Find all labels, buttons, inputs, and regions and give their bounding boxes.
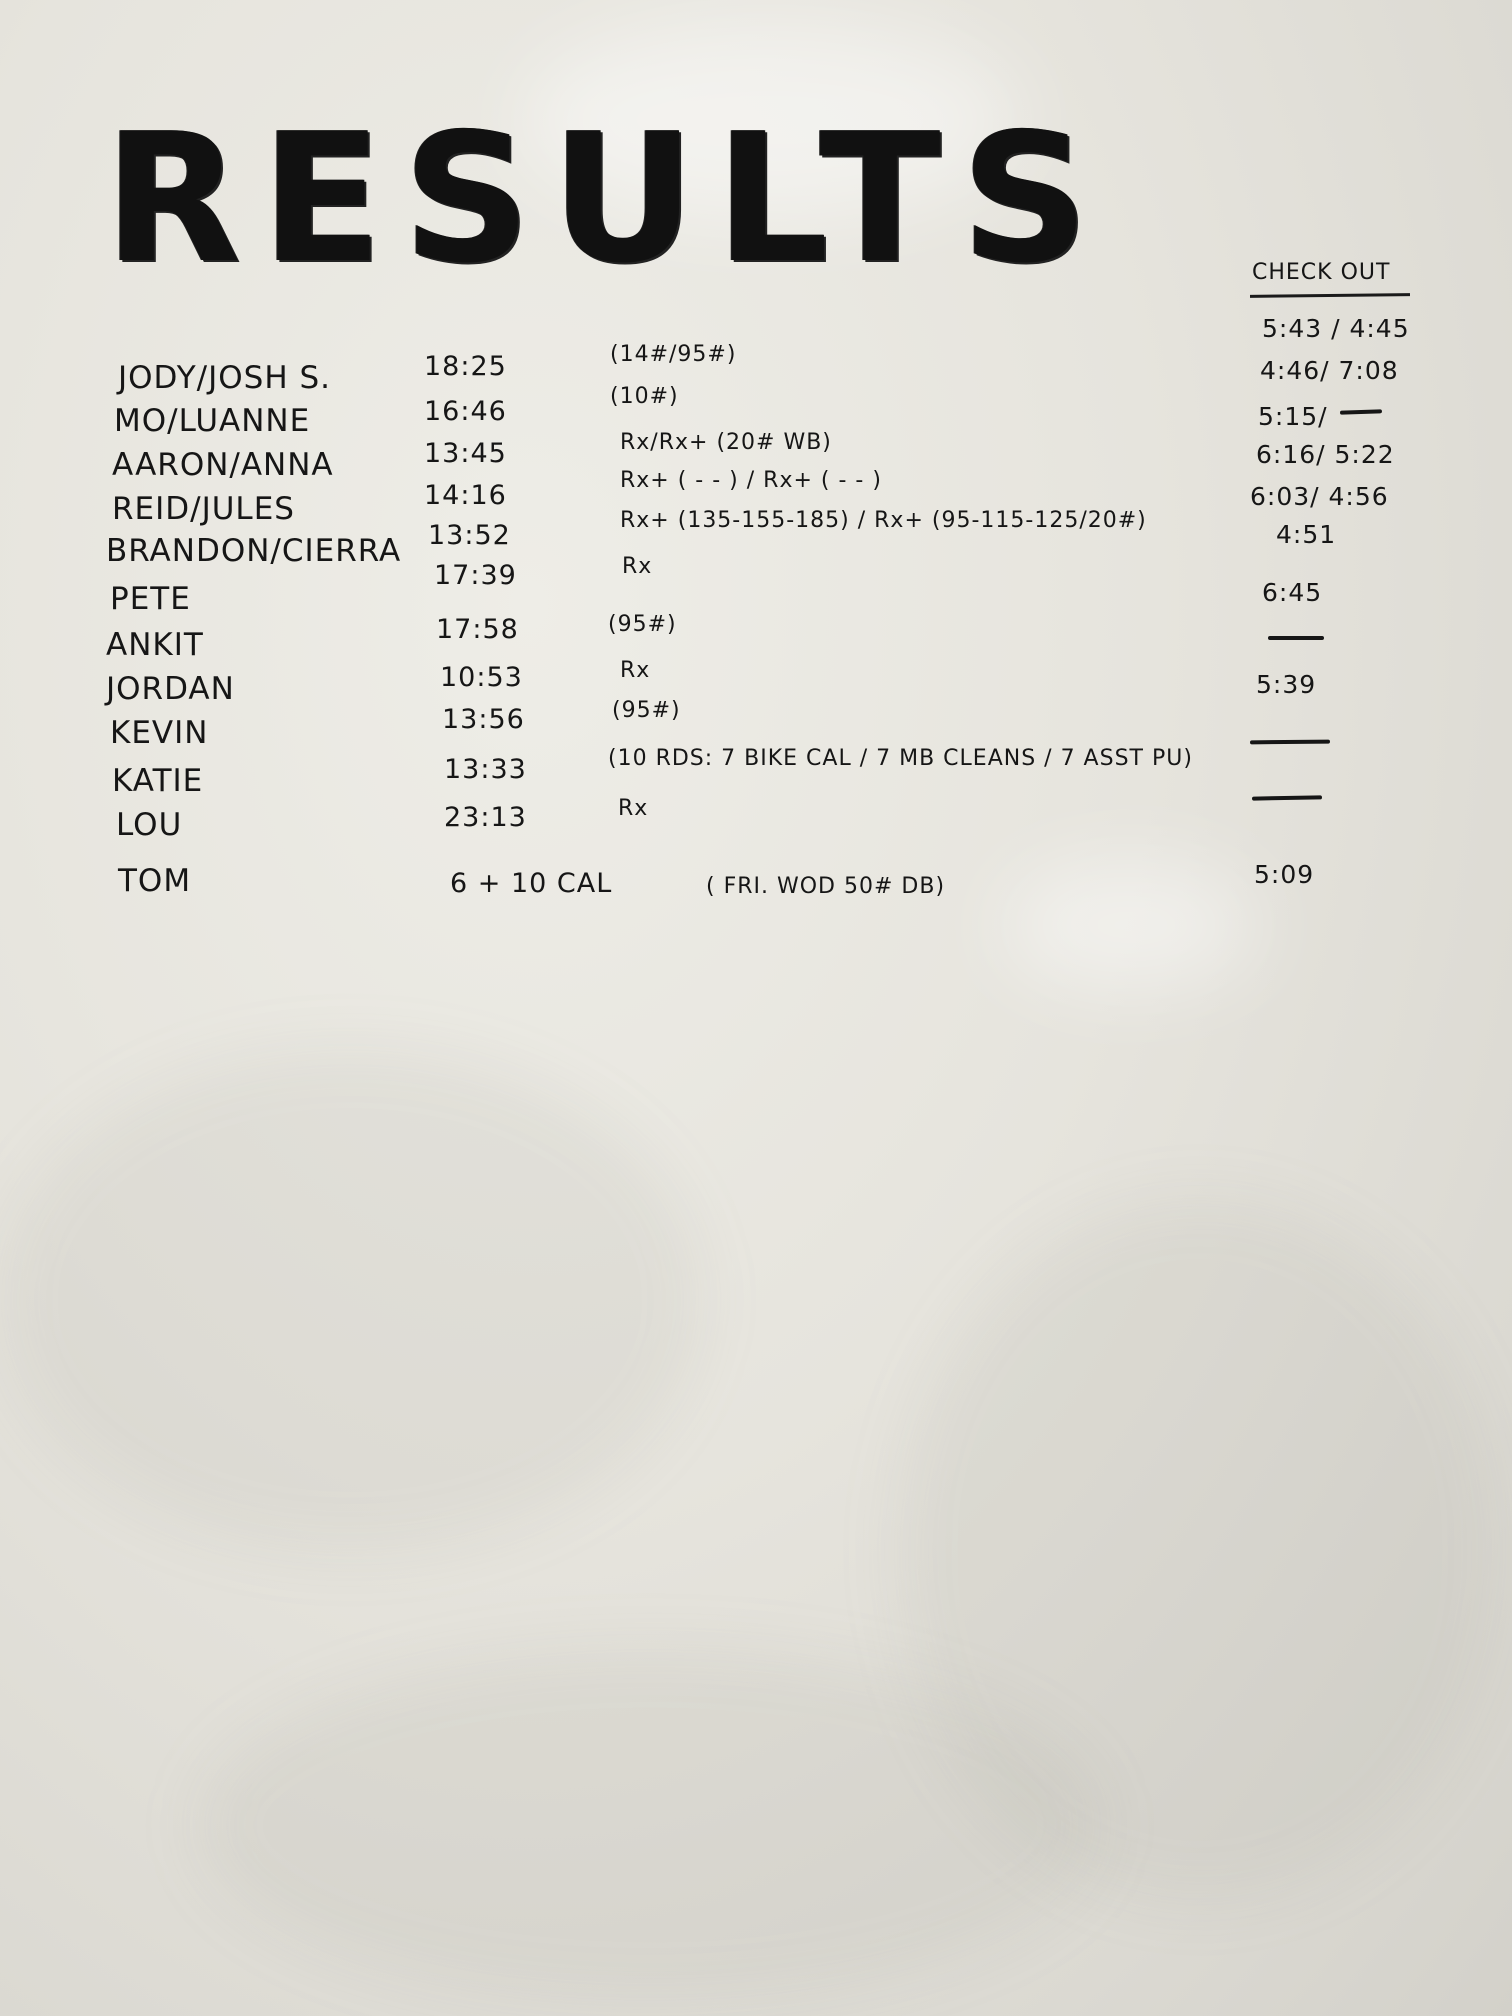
board-title: RESULTS [104,95,1109,302]
entry-checkout: 6:45 [1262,578,1323,607]
entry-time: 13:56 [442,704,525,735]
entry-note: Rx+ (135-155-185) / Rx+ (95-115-125/20#) [620,508,1147,533]
entry-time: 17:58 [436,614,519,645]
entry-name: KEVIN [110,715,209,751]
entry-note: (95#) [612,698,681,723]
entry-note: Rx [622,554,653,579]
entry-name: MO/LUANNE [114,403,311,439]
checkout-dash [1268,636,1324,640]
entry-name: REID/JULES [112,491,295,527]
entry-note: (10 RDS: 7 BIKE CAL / 7 MB CLEANS / 7 ASST PU) [608,746,1193,771]
entry-name: TOM [118,863,192,899]
checkout-dash [1252,795,1322,800]
entry-note: (10#) [610,384,679,409]
entry-name: AARON/ANNA [112,447,334,483]
entry-time: 14:16 [424,480,507,511]
checkout-dash [1250,740,1330,745]
entry-time: 16:46 [424,396,507,427]
entry-checkout: 4:46/ 7:08 [1260,356,1399,385]
entry-time: 18:25 [424,351,507,382]
entry-time: 23:13 [444,802,527,833]
entry-name: KATIE [112,763,204,799]
entry-time: 13:52 [428,520,511,551]
entry-note: Rx+ ( - - ) / Rx+ ( - - ) [620,468,882,493]
entry-name: PETE [110,581,191,617]
entry-note: ( FRI. WOD 50# DB) [706,874,946,899]
entry-note: (14#/95#) [610,342,737,367]
entry-name: JORDAN [106,671,235,707]
entry-name: LOU [116,807,183,843]
entry-checkout: 5:43 / 4:45 [1262,314,1410,343]
entry-time: 17:39 [434,560,517,591]
entry-name: BRANDON/CIERRA [106,533,402,569]
entry-checkout: 5:15/ [1258,402,1328,431]
entry-time: 13:45 [424,438,507,469]
checkout-underline [1250,293,1410,298]
entry-time: 10:53 [440,662,523,693]
checkout-header: CHECK OUT [1252,260,1391,285]
entry-name: ANKIT [106,627,204,663]
entry-note: (95#) [608,612,677,637]
entry-time: 6 + 10 CAL [450,868,613,899]
entry-time: 13:33 [444,754,527,785]
entry-note: Rx [618,796,649,821]
entry-checkout: 5:39 [1256,670,1317,699]
entry-name: JODY/JOSH S. [118,360,332,396]
entry-note: Rx/Rx+ (20# WB) [620,430,832,455]
entry-checkout: 6:03/ 4:56 [1250,482,1389,511]
checkout-dash [1340,409,1382,414]
entry-checkout: 6:16/ 5:22 [1256,440,1395,469]
entry-checkout: 5:09 [1254,860,1315,889]
entry-checkout: 4:51 [1276,520,1337,549]
entry-note: Rx [620,658,651,683]
